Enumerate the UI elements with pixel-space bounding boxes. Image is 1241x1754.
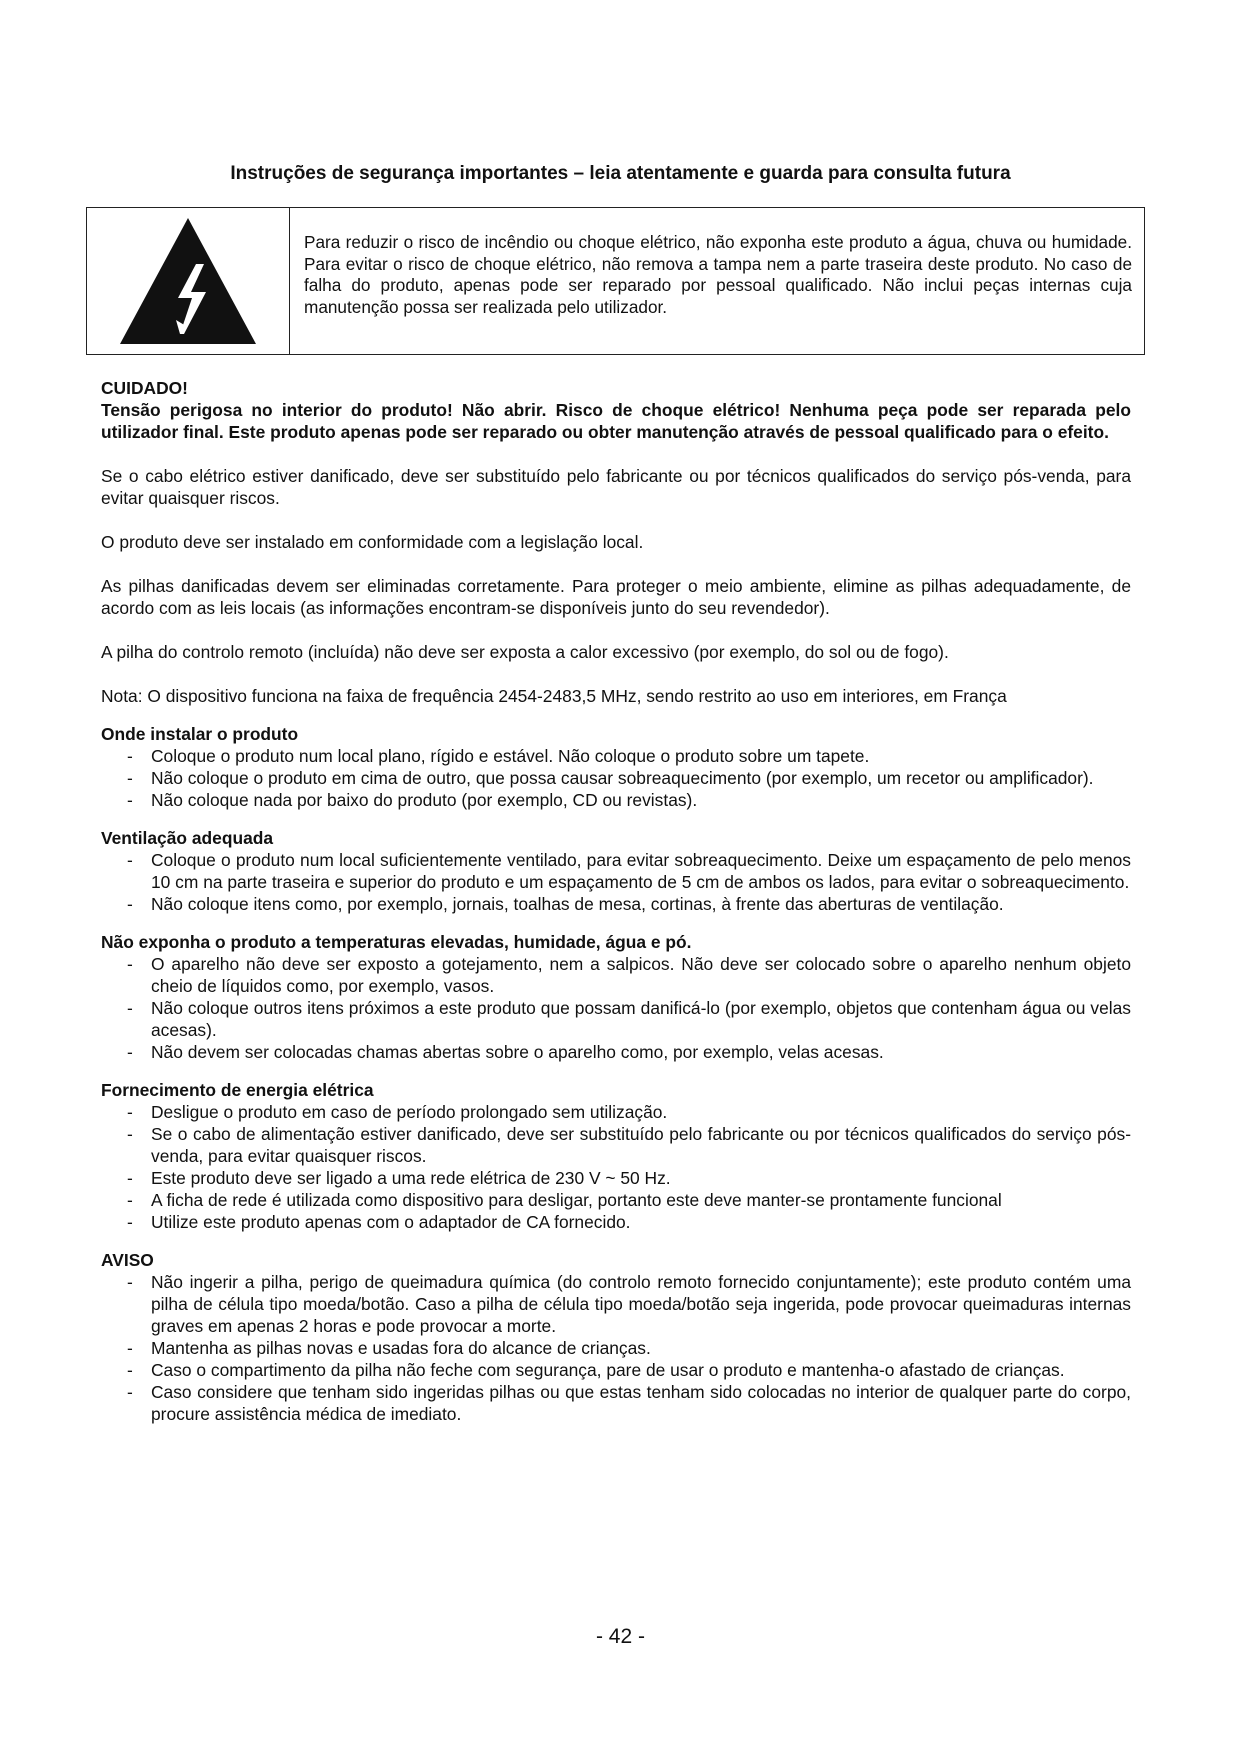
list-item: - Não coloque o produto em cima de outro, que possa causar sobreaquecimento (por exemplo, um recetor ou amplificador).: [127, 768, 1094, 788]
paragraph: O produto deve ser instalado em conformidade com a legislação local.: [101, 532, 644, 552]
section-heading: Ventilação adequada: [101, 828, 274, 848]
warning-icon-cell: [87, 208, 290, 354]
caution-heading: CUIDADO!: [101, 378, 188, 398]
list-item: - Coloque o produto num local plano, rígido e estável. Não coloque o produto sobre um tapete.: [127, 746, 870, 766]
list-item: - Utilize este produto apenas com o adaptador de CA fornecido.: [127, 1212, 631, 1232]
page-title: Instruções de segurança importantes – leia atentamente e guarda para consulta futura: [230, 163, 1011, 184]
list-item: - O aparelho não deve ser exposto a gotejamento, nem a salpicos. Não deve ser colocado sobre o aparelho nenhum objeto cheio de líquidos como, por exemplo, vasos.: [127, 954, 1131, 996]
section-list: [101, 953, 1131, 1063]
caution-text: Tensão perigosa no interior do produto! Não abrir. Risco de choque elétrico! Nenhuma peça pode ser reparada pelo utilizador final. Este produto apenas pode ser reparado ou obter manutenção através de pessoal qualificado para o efeito.: [101, 400, 1131, 442]
list-item: - Não coloque itens como, por exemplo, jornais, toalhas de mesa, cortinas, à frente das aberturas de ventilação.: [127, 894, 1004, 914]
section-heading: AVISO: [101, 1250, 154, 1270]
section-list: [101, 745, 1131, 811]
warning-box: [86, 207, 1145, 355]
list-item: - A ficha de rede é utilizada como dispositivo para desligar, portanto este deve manter-se prontamente funcional: [127, 1190, 1002, 1210]
electric-shock-warning-icon: [118, 216, 258, 346]
section-list: [101, 1101, 1131, 1233]
list-item: - Este produto deve ser ligado a uma rede elétrica de 230 V ~ 50 Hz.: [127, 1168, 671, 1188]
page-number: - 42 -: [595, 1625, 645, 1648]
section-heading: Não exponha o produto a temperaturas elevadas, humidade, água e pó.: [101, 932, 692, 952]
list-item: - Coloque o produto num local suficientemente ventilado, para evitar sobreaquecimento. Deixe um espaçamento de pelo menos 10 cm na parte traseira e superior do produto e um espaçamento de 5 cm de ambos os lados, para evitar o sobreaquecimento.: [127, 850, 1131, 892]
warning-text: Para reduzir o risco de incêndio ou choque elétrico, não exponha este produto a água, chuva ou humidade. Para evitar o risco de choque elétrico, não remova a tampa nem a parte traseira deste produto. No caso de falha do produto, apenas pode ser reparado por pessoal qualificado. Não inclui peças internas cuja manutenção possa ser realizada pelo utilizador.: [304, 232, 1132, 317]
list-item: - Não coloque nada por baixo do produto (por exemplo, CD ou revistas).: [127, 790, 698, 810]
section-heading: Onde instalar o produto: [101, 724, 299, 744]
paragraph: Nota: O dispositivo funciona na faixa de frequência 2454-2483,5 MHz, sendo restrito ao uso em interiores, em França: [101, 686, 1007, 706]
paragraph: A pilha do controlo remoto (incluída) não deve ser exposta a calor excessivo (por exemplo, do sol ou de fogo).: [101, 642, 949, 662]
content: [101, 377, 1131, 1425]
list-item: - Não devem ser colocadas chamas abertas sobre o aparelho como, por exemplo, velas acesas.: [127, 1042, 884, 1062]
section-list: [101, 1271, 1131, 1425]
paragraph: Se o cabo elétrico estiver danificado, deve ser substituído pelo fabricante ou por técnicos qualificados do serviço pós-venda, para evitar quaisquer riscos.: [101, 466, 1131, 508]
list-item: - Mantenha as pilhas novas e usadas fora do alcance de crianças.: [127, 1338, 651, 1358]
list-item: - Se o cabo de alimentação estiver danificado, deve ser substituído pelo fabricante ou por técnicos qualificados do serviço pós-venda, para evitar quaisquer riscos.: [127, 1124, 1131, 1166]
list-item: - Não coloque outros itens próximos a este produto que possam danificá-lo (por exemplo, objetos que contenham água ou velas acesas).: [127, 998, 1131, 1040]
section-heading: Fornecimento de energia elétrica: [101, 1080, 374, 1100]
list-item: - Caso considere que tenham sido ingeridas pilhas ou que estas tenham sido colocadas no interior de qualquer parte do corpo, procure assistência médica de imediato.: [127, 1382, 1131, 1424]
section-list: [101, 849, 1131, 915]
paragraph: As pilhas danificadas devem ser eliminadas corretamente. Para proteger o meio ambiente, elimine as pilhas adequadamente, de acordo com as leis locais (as informações encontram-se disponíveis junto do seu revendedor).: [101, 576, 1131, 618]
list-item: - Caso o compartimento da pilha não feche com segurança, pare de usar o produto e mantenha-o afastado de crianças.: [127, 1360, 1065, 1380]
list-item: - Desligue o produto em caso de período prolongado sem utilização.: [127, 1102, 668, 1122]
list-item: - Não ingerir a pilha, perigo de queimadura química (do controlo remoto fornecido conjuntamente); este produto contém uma pilha de célula tipo moeda/botão. Caso a pilha de célula tipo moeda/botão seja ingerida, pode provocar queimaduras internas graves em apenas 2 horas e pode provocar a morte.: [127, 1272, 1131, 1336]
